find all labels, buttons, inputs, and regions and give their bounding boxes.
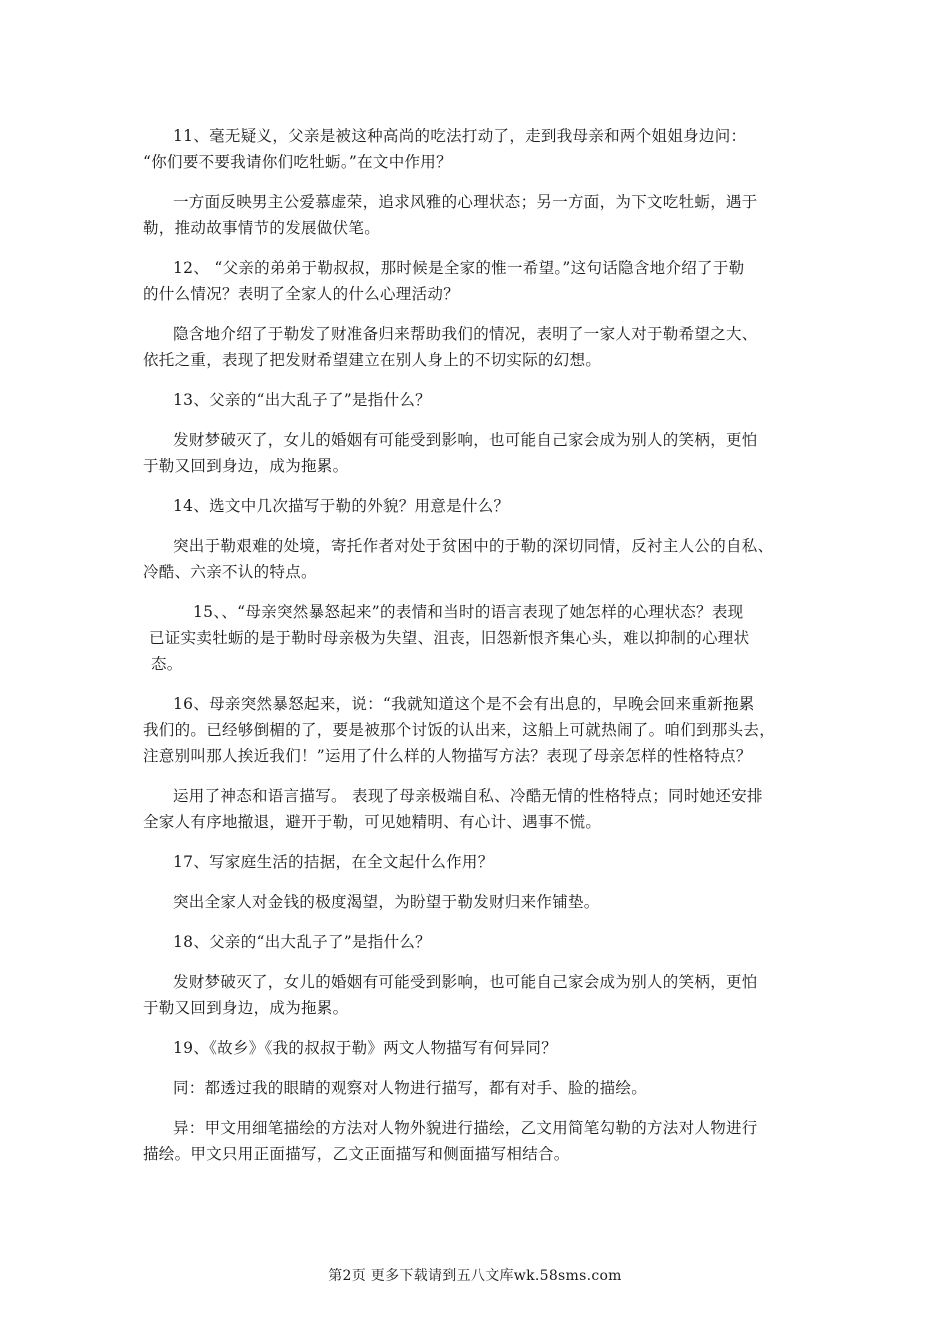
question-16-line-3: 注意别叫那人挨近我们！”运用了什么样的人物描写方法？表现了母亲怎样的性格特点？ — [143, 747, 752, 765]
question-14-line-1: 14、选文中几次描写于勒的外貌？用意是什么？ — [173, 497, 510, 515]
question-11-line-1: 11、毫无疑义，父亲是被这种高尚的吃法打动了，走到我母亲和两个姐姐身边问： — [173, 127, 747, 145]
question-15-line-3: 态。 — [151, 655, 183, 673]
answer-18-line-1: 发财梦破灭了，女儿的婚姻有可能受到影响，也可能自己家会成为别人的笑柄，更怕 — [173, 973, 758, 991]
question-16 — [143, 691, 823, 769]
question-13 — [143, 387, 823, 413]
answer-12-line-1: 隐含地介绍了于勒发了财准备归来帮助我们的情况，表明了一家人对于勒希望之大、 — [173, 325, 758, 343]
answer-19-difference — [143, 1115, 823, 1167]
answer-19-similarity-line-1: 同：都透过我的眼睛的观察对人物进行描写，都有对手、脸的描绘。 — [173, 1079, 648, 1097]
answer-11-line-1: 一方面反映男主公爱慕虚荣，追求风雅的心理状态；另一方面，为下文吃牡蛎，遇于 — [173, 193, 758, 211]
question-14 — [143, 493, 823, 519]
question-16-line-2: 我们的。已经够倒楣的了，要是被那个讨饭的认出来，这船上可就热闹了。咱们到那头去， — [143, 721, 776, 739]
question-18-line-1: 18、父亲的“出大乱子了”是指什么？ — [173, 933, 431, 951]
question-13-line-1: 13、父亲的“出大乱子了”是指什么？ — [173, 391, 431, 409]
answer-12-line-2: 依托之重，表现了把发财希望建立在别人身上的不切实际的幻想。 — [143, 351, 602, 369]
question-17-line-1: 17、写家庭生活的拮据，在全文起什么作用？ — [173, 853, 494, 871]
answer-14-line-2: 冷酷、六亲不认的特点。 — [143, 563, 317, 581]
answer-17 — [143, 889, 823, 915]
question-17 — [143, 849, 823, 875]
question-18 — [143, 929, 823, 955]
answer-18 — [143, 969, 823, 1021]
question-19 — [143, 1035, 823, 1061]
answer-13-line-2: 于勒又回到身边，成为拖累。 — [143, 457, 349, 475]
question-16-line-1: 16、母亲突然暴怒起来，说：“我就知道这个是不会有出息的，早晚会回来重新拖累 — [173, 695, 755, 713]
question-15-line-2: 已证实卖牡蛎的是于勒时母亲极为失望、沮丧，旧怨新恨齐集心头，难以抑制的心理状 — [149, 629, 750, 647]
answer-11 — [143, 189, 823, 241]
document-body — [143, 123, 823, 1167]
question-12-line-2: 的什么情况？表明了全家人的什么心理活动？ — [143, 285, 460, 303]
answer-19-difference-line-2: 描绘。甲文只用正面描写，乙文正面描写和侧面描写相结合。 — [143, 1145, 570, 1163]
answer-19-similarity — [143, 1075, 823, 1101]
question-11 — [143, 123, 823, 175]
answer-11-line-2: 勒，推动故事情节的发展做伏笔。 — [143, 219, 381, 237]
answer-12 — [143, 321, 823, 373]
page-footer: 第2页 更多下载请到五八文库wk.58sms.com — [328, 1268, 622, 1284]
question-12 — [143, 255, 823, 307]
question-15-line-1: 15、、“母亲突然暴怒起来”的表情和当时的语言表现了她怎样的心理状态？表现 — [193, 603, 744, 621]
answer-16 — [143, 783, 823, 835]
answer-16-line-1: 运用了神态和语言描写。 表现了母亲极端自私、冷酷无情的性格特点；同时她还安排 — [173, 787, 763, 805]
answer-16-line-2: 全家人有序地撤退，避开于勒，可见她精明、有心计、遇事不慌。 — [143, 813, 602, 831]
question-19-line-1: 19、《故乡》《我的叔叔于勒》两文人物描写有何异同？ — [173, 1039, 558, 1057]
question-11-line-2: “你们要不要我请你们吃牡蛎。”在文中作用？ — [143, 153, 452, 171]
answer-14 — [143, 533, 823, 585]
answer-19-difference-line-1: 异：甲文用细笔描绘的方法对人物外貌进行描绘，乙文用简笔勾勒的方法对人物进行 — [173, 1119, 758, 1137]
answer-18-line-2: 于勒又回到身边，成为拖累。 — [143, 999, 349, 1017]
question-12-line-1: 12、 “父亲的弟弟于勒叔叔，那时候是全家的惟一希望。”这句话隐含地介绍了于勒 — [173, 259, 745, 277]
question-15 — [143, 599, 823, 677]
answer-13 — [143, 427, 823, 479]
answer-13-line-1: 发财梦破灭了，女儿的婚姻有可能受到影响，也可能自己家会成为别人的笑柄，更怕 — [173, 431, 758, 449]
answer-17-line-1: 突出全家人对金钱的极度渴望，为盼望于勒发财归来作铺垫。 — [173, 893, 600, 911]
answer-14-line-1: 突出于勒艰难的处境，寄托作者对处于贫困中的于勒的深切同情，反衬主人公的自私、 — [173, 537, 774, 555]
